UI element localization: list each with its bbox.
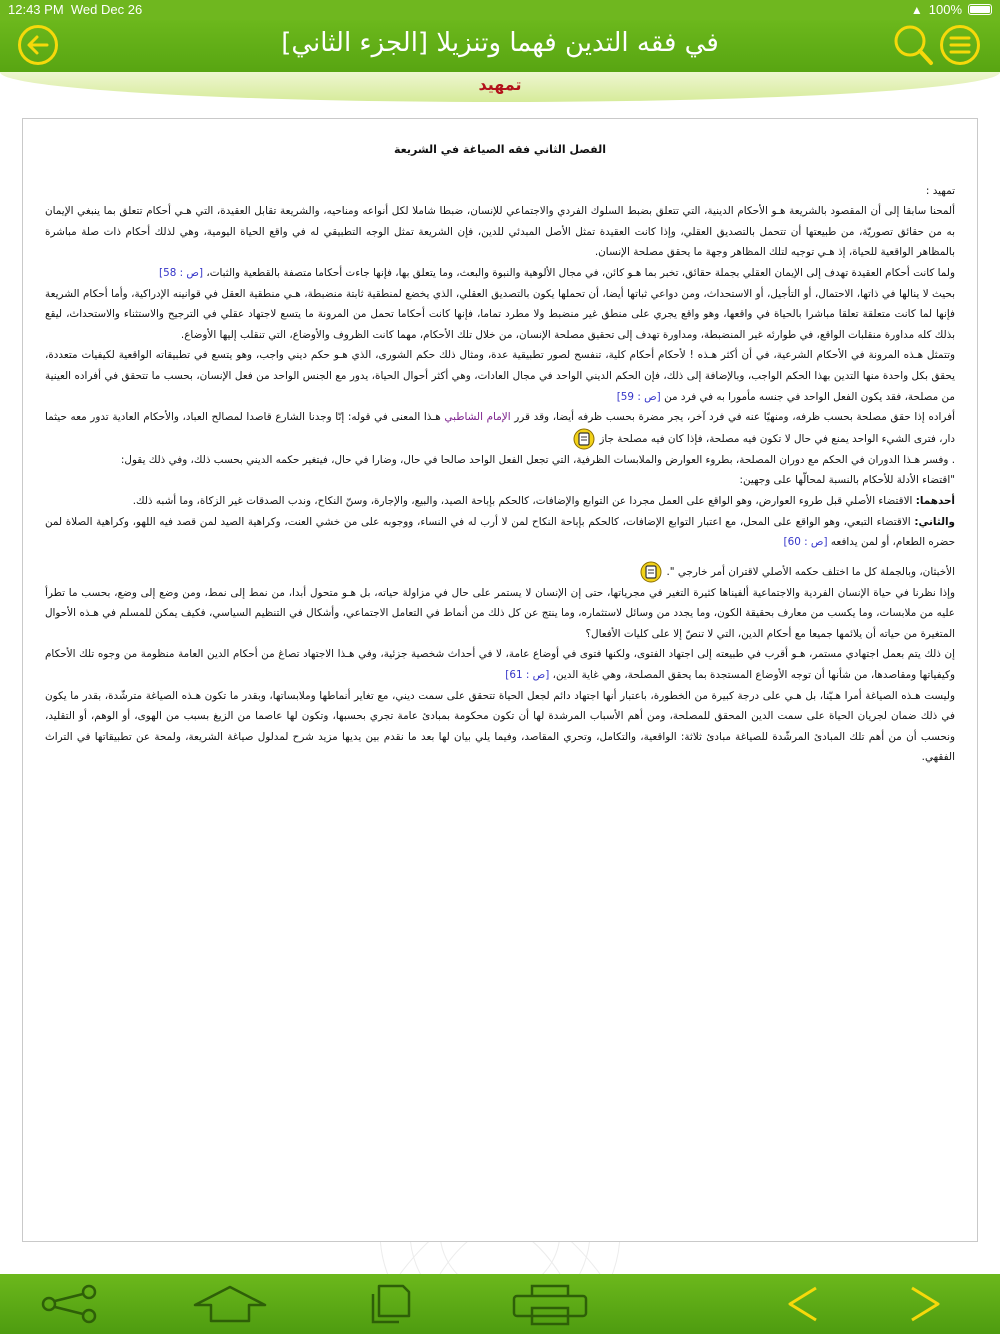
paragraph-4	[45, 407, 955, 450]
document-content	[45, 140, 955, 768]
first-point	[45, 491, 955, 512]
next-page-button[interactable]	[906, 1282, 946, 1326]
previous-page-button[interactable]	[782, 1282, 822, 1326]
first-label: أحدهما:	[915, 494, 955, 507]
share-button[interactable]	[40, 1282, 100, 1326]
share-icon	[41, 1284, 99, 1324]
menu-button[interactable]	[940, 25, 980, 65]
paragraph-2b: بحيث لا ينالها في ذاتها، الاحتمال، أو التأجيل، أو الاستحداث، ومن دواعي ثباتها أيضا، أن تحملها يكون بالتصديق العقلي، الذي يخضع لمنطقية ثابتة منضبطة، هـي منطقية العقل في قوانينه الإدراكية، وأما أحكام الشريعة فإنها لما كانت متعلقة تعلقا مباشرا بالحياة في واقعها، وهو واقع يجري على منطق غير منضبط ولا مطرد تماما، فإنها كانت أحكاما تحمل من المرونة ما يتسع لاجتهاد عقلي في الترجيح والاستثناء والاستحداث، ليقع بذلك كله مداورة منقلبات الواقع، في طوارئه غير المنضبطة، ومداورة تهدف إلى تحقيق مصلحة الإنسان، من خلال تلك الأحكام، مهما كانت الظروف والأوضاع، التي تنقلب إليها الأوضاع.	[45, 287, 955, 341]
battery-percent: 100%	[928, 2, 962, 17]
paragraph-9: وليست هـذه الصياغة أمرا هـيّنا، بل هـي على درجة كبيرة من الخطورة، باعتبار أنها اجتهاد دائم لجعل الحياة تتحقق على سمت ديني، مع تغاير أنماطها وملابساتها، وبقدر ما تكون هـذه الصياغة مترشّدة، بقدر ما يكون في ذلك ضمان لجريان الحياة على سمت الدين المحقق للمصلحة، ومن أهم الأسباب المرشدة لها أن تكون محكومة بمبادئ عامة تجري بحسبها، وتكون لها عاصما من الزيغ بسبب من الهوى، أو الوهم، أو التقليد، ونحسب أن من أهم تلك المبادئ المرشّدة للصياغة مبادئ ثلاثة: الواقعية، والتكامل، وتحري المقاصد، وفيما يلي بيان لها بعد ما نقدم بين يديها مزيد شرح لمدلول صياغة الشريعة، ولمحة عن تطبيقاتها في التراث الفقهي.	[45, 689, 955, 764]
copy-icon	[365, 1282, 415, 1326]
first-text: الاقتضاء الأصلي قبل طروء العوارض، وهو الواقع على العمل مجردا عن التوابع والإضافات، كالحكم بإباحة الصيد، والبيع، والإجارة، وسنّ النكاح، وندب الصدقات غير الزكاة، وما أشبه ذلك.	[132, 494, 913, 507]
paragraph-6	[45, 561, 955, 583]
paragraph-3	[45, 345, 955, 407]
person-link[interactable]: الإمام الشاطبي	[444, 411, 511, 424]
paragraph-5: . وفسر هـذا الدوران في الحكم مع دوران المصلحة، بطروء العوارض والملابسات الظرفية، التي تجعل الفعل الواحد صالحا في حال، وضارا في حال، فيتغير حكمه الديني بحسب ذلك، وفي ذلك يقول:	[120, 453, 955, 466]
second-text: الاقتضاء التبعي، وهو الواقع على المحل، مع اعتبار التوابع الإضافات، كالحكم بإباحة النكاح لمن لا أرب له في النساء، ووجوبه على من خشي العنت، وكراهية الصيد لمن قصد فيه اللهو، وكراهية الصلاة لمن حضره الطعام، أو لمن يدافعه	[45, 515, 955, 549]
chevron-left-icon	[784, 1284, 820, 1324]
paragraph-7: وإذا نظرنا في حياة الإنسان الفردية والاجتماعية ألفيناها كثيرة التغير في مجرياتها، حتى إن الإنسان لا يستمر على حال في مزاولة حياته، بل هـو متحول أبدا، من نمط إلى نمط، ومن وضع إلى وضع، بحسب ما تطرأ عليه من ملابسات، وما يكسب من معارف بحقيقة الكون، وما يجدد من وسائل لاستثماره، وما ينتج عن كل ذلك من أنماط في التعامل الاجتماعي، وأشكال في التنظيم السياسي، فكيف يمكن للمسلم في هـذه الأحوال المتغيرة من حياته أن يلائمها جميعا مع أحكام الدين، التي لا تنصّ إلا على كليات الأفعال؟	[45, 586, 955, 640]
intro-label: تمهيد :	[925, 184, 955, 197]
top-bar	[0, 20, 1000, 72]
chevron-right-icon	[908, 1284, 944, 1324]
back-arrow-icon	[25, 32, 51, 58]
second-point	[45, 512, 955, 553]
print-icon	[510, 1282, 590, 1326]
paragraph-8-text: إن ذلك يتم بعمل اجتهادي مستمر، هـو أقرب في طبيعته إلى اجتهاد الفتوى، ولكنها فتوى في أوضاع عامة، لا في أحداث شخصية جزئية، وفي هـذا الاجتهاد تصاغ من أحكام الدين العامة منظومة من وجوه تلك الأحكام وكيفياتها ومقاصدها، من شأنها أن توجه الأوضاع المستجدة بما يحقق المصلحة، وهي غاية الدين،	[45, 648, 955, 682]
status-time-date	[8, 2, 142, 17]
paragraph-3-text: وتتمثل هـذه المرونة في الأحكام الشرعية، في أن أكثر هـذه ! لأحكام أحكام كلية، تنفسح لصور تطبيقية عدة، ومثال ذلك حكم الشورى، الذي هـو حكم ديني واجب، وهو يتسع في تطبيقاته الواقعية لكيفيات متعددة، يحقق بكل واحدة منها التدين بهذا الحكم الواجب، وبالإضافة إلى ذلك، فإن الحكم الديني الواحد في مجال العادات، وهي أكثر أحوال الحياة، يدور مع الجنس الواحد من فعل الإنسان، بحسب ما تتحقق في أفراده العينية من مصلحة، فقد يكون الفعل الواحد في جنسه مأمورا به في فرد من	[45, 349, 955, 403]
copy-button[interactable]	[362, 1282, 418, 1326]
page-title: في فقه التدين فهما وتنزيلا [الجزء الثاني]	[281, 28, 719, 58]
status-right	[911, 2, 992, 17]
back-button[interactable]	[18, 25, 58, 65]
page-ref-61[interactable]: [ص : 61]	[505, 669, 550, 682]
search-button[interactable]	[892, 23, 934, 67]
page-ref-59[interactable]: [ص : 59]	[616, 390, 661, 403]
paragraph-2-text: ولما كانت أحكام العقيدة تهدف إلى الإيمان العقلي بجملة حقائق، تخبر بما هـو كائن، في مجال الألوهية والنبوة والبعث، وما يتعلق بها، فإنها جاءت أحكاما متصفة بالقطعية والثبات،	[206, 266, 955, 279]
quote-intro: "اقتضاء الأدلة للأحكام بالنسبة لمحالّها على وجهين:	[739, 474, 955, 487]
bottom-toolbar	[0, 1274, 1000, 1334]
section-bar	[0, 72, 1000, 102]
footnote-icon[interactable]	[573, 428, 595, 450]
home-arrow-icon	[191, 1283, 269, 1325]
search-icon	[892, 23, 934, 67]
paragraph-4b-text: هـذا المعنى في قوله: إنّا وجدنا الشارع قاصدا لمصالح العباد، والأحكام العادية تدور معه حيثما دار، فترى الشيء الواحد يمنع في حال لا تكون فيه مصلحة، فإذا كان فيه مصلحة جاز	[45, 411, 955, 445]
battery-icon	[968, 4, 992, 15]
second-label: والثاني:	[914, 515, 955, 528]
print-button[interactable]	[510, 1282, 590, 1326]
page-ref-60[interactable]: [ص : 60]	[783, 536, 828, 549]
paragraph-6-text: الأخبثان، وبالجملة كل ما اختلف حكمه الأصلي لاقتران أمر خارجي ".	[666, 565, 955, 578]
paragraph-2	[45, 263, 955, 284]
status-bar	[0, 0, 1000, 20]
wifi-icon: ▲	[910, 2, 923, 17]
home-button[interactable]	[190, 1282, 270, 1326]
status-time: 12:43 PM	[8, 2, 64, 17]
status-date: Wed Dec 26	[70, 2, 143, 17]
paragraph-1: ألمحنا سابقا إلى أن المقصود بالشريعة هـو الأحكام الدينية، التي تتعلق بضبط السلوك الفردي والاجتماعي للإنسان، ضبطا شاملا لكل أنواعه ومناحيه، والشريعة تقابل العقيدة، التي هـي أحكام تتعلق بما ينبغي الإيمان به من حقائق تصوريّة، من طبيعتها أن تتحمل بالتصديق العقلي، وإذا كانت العقيدة تمثل الأصل المبدئي للدين، فإن الشريعة تمثل الوجه التطبيقي له في واقع الحياة اليومية، وهي لذلك أحكام ذات صلة مباشرة بالمظاهر الواقعية للحياة، إذ هـي توجيه لتلك المظاهر وجهة ما يحقق مصلحة الإنسان.	[45, 205, 955, 259]
spacer	[45, 553, 955, 561]
paragraph-8	[45, 644, 955, 685]
section-title: تمهيد	[478, 75, 522, 94]
chapter-title: الفصل الثاني فقه الصياغة في الشريعة	[393, 143, 607, 156]
footnote-icon[interactable]	[640, 561, 662, 583]
paragraph-4a-text: أفراده إذا حقق مصلحة بحسب ظرفه، ومنهيًا عنه في فرد آخر، يجر مضرة بحسب ظرفه أيضا، وقد قرر	[514, 411, 956, 424]
menu-icon	[949, 35, 971, 55]
page-ref-58[interactable]: [ص : 58]	[159, 266, 204, 279]
